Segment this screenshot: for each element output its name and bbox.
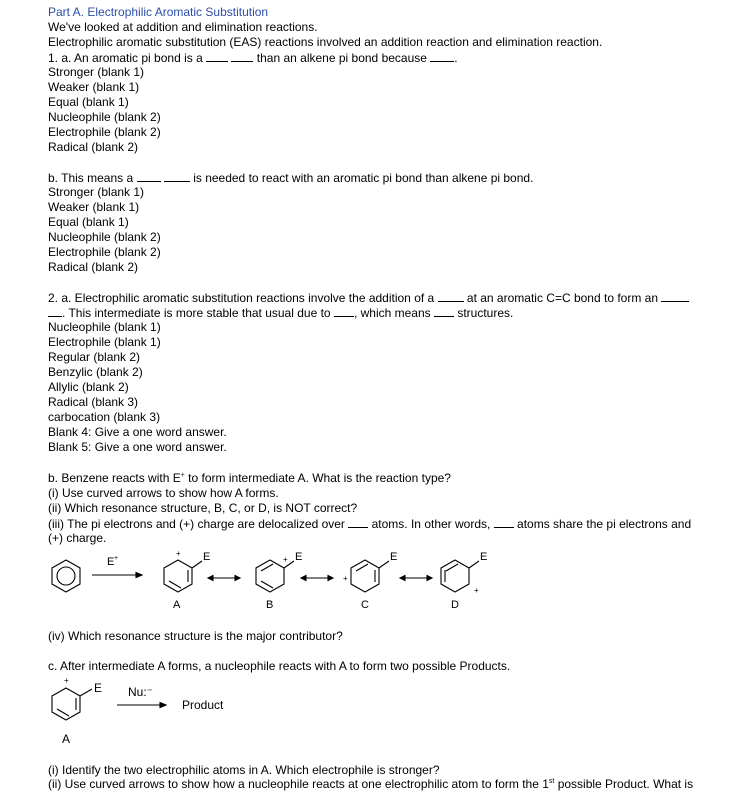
intermediate-a-structure bbox=[52, 688, 92, 720]
question-2b-iv: (iv) Which resonance structure is the major contributor? bbox=[48, 629, 343, 643]
resonance-arrow bbox=[301, 576, 333, 581]
resonance-arrow bbox=[208, 576, 240, 581]
label-a: A bbox=[173, 599, 181, 611]
question-2b: b. Benzene reacts with E+ to form intermediate A. What is the reaction type? bbox=[48, 471, 451, 485]
option-item: Allylic (blank 2) bbox=[48, 380, 129, 394]
label-c: C bbox=[361, 599, 369, 611]
nucleophile-label: Nu:⁻ bbox=[128, 685, 154, 699]
resonance-arrow bbox=[400, 576, 432, 581]
label-b: B bbox=[266, 599, 274, 611]
option-item: Nucleophile (blank 2) bbox=[48, 110, 161, 124]
reagent-label: E bbox=[107, 556, 115, 568]
benzene-structure bbox=[52, 560, 80, 592]
option-item: carbocation (blank 3) bbox=[48, 410, 161, 424]
reaction-arrow bbox=[92, 573, 142, 578]
answer-blank[interactable] bbox=[494, 516, 514, 528]
option-item: Equal (blank 1) bbox=[48, 215, 129, 229]
option-item: Blank 5: Give a one word answer. bbox=[48, 440, 227, 454]
option-item: Electrophile (blank 2) bbox=[48, 125, 161, 139]
plus-charge: + bbox=[64, 676, 69, 685]
option-item: Radical (blank 2) bbox=[48, 260, 139, 274]
option-item: Regular (blank 2) bbox=[48, 350, 141, 364]
substituent-label: E bbox=[295, 551, 303, 563]
label-a: A bbox=[62, 732, 71, 746]
option-item: Electrophile (blank 1) bbox=[48, 335, 161, 349]
structure-b bbox=[256, 560, 294, 592]
resonance-scheme bbox=[0, 548, 756, 618]
answer-blank[interactable] bbox=[48, 305, 62, 317]
structure-c bbox=[351, 560, 389, 592]
option-item: Equal (blank 1) bbox=[48, 95, 129, 109]
answer-blank[interactable] bbox=[661, 290, 689, 302]
page-title: Part A. Electrophilic Aromatic Substitution bbox=[48, 5, 269, 19]
answer-blank[interactable] bbox=[434, 305, 454, 317]
intro-line-2: Electrophilic aromatic substitution (EAS) reactions involved an addition reaction and elimination reaction. bbox=[48, 35, 603, 49]
option-item: Benzylic (blank 2) bbox=[48, 365, 143, 379]
answer-blank[interactable] bbox=[334, 305, 354, 317]
plus-charge: + bbox=[474, 586, 479, 595]
option-item: Weaker (blank 1) bbox=[48, 80, 140, 94]
option-item: Nucleophile (blank 2) bbox=[48, 230, 161, 244]
question-1b: b. This means a is needed to react with an aromatic pi bond than alkene pi bond. bbox=[48, 171, 534, 185]
answer-blank[interactable] bbox=[348, 516, 368, 528]
answer-blank[interactable] bbox=[231, 50, 253, 62]
answer-blank[interactable] bbox=[206, 50, 228, 62]
question-2b-i: (i) Use curved arrows to show how A forms. bbox=[48, 486, 279, 500]
answer-blank[interactable] bbox=[438, 290, 464, 302]
answer-blank[interactable] bbox=[137, 170, 161, 182]
plus-charge: + bbox=[283, 555, 288, 564]
substituent-label: E bbox=[480, 551, 488, 563]
question-2c-ii: (ii) Use curved arrows to show how a nucleophile reacts at one electrophilic atom to form the 1st possible Product. What is bbox=[48, 777, 694, 791]
reagent-charge: + bbox=[114, 555, 119, 562]
answer-blank[interactable] bbox=[164, 170, 190, 182]
option-item: Electrophile (blank 2) bbox=[48, 245, 161, 259]
question-2a-line-1: 2. a. Electrophilic aromatic substitution reactions involve the addition of a at an aromatic C=C bond to form an bbox=[48, 290, 689, 305]
question-2c-i: (i) Identify the two electrophilic atoms in A. Which electrophile is stronger? bbox=[48, 763, 440, 777]
option-item: Nucleophile (blank 1) bbox=[48, 320, 161, 334]
question-1a: 1. a. An aromatic pi bond is a than an alkene pi bond because . bbox=[48, 51, 458, 65]
option-item: Stronger (blank 1) bbox=[48, 185, 145, 199]
nucleophile-scheme bbox=[0, 672, 300, 748]
product-label: Product bbox=[182, 698, 224, 712]
substituent-label: E bbox=[390, 551, 398, 563]
substituent-label: E bbox=[203, 551, 211, 563]
option-item: Radical (blank 3) bbox=[48, 395, 139, 409]
plus-charge: + bbox=[343, 574, 348, 583]
substituent-label: E bbox=[94, 681, 103, 695]
question-2c: c. After intermediate A forms, a nucleophile reacts with A to form two possible Products. bbox=[48, 659, 511, 673]
plus-charge: + bbox=[176, 549, 181, 558]
question-2b-ii: (ii) Which resonance structure, B, C, or D, is NOT correct? bbox=[48, 501, 358, 515]
option-item: Radical (blank 2) bbox=[48, 140, 139, 154]
answer-blank[interactable] bbox=[430, 50, 454, 62]
intermediate-a-structure bbox=[164, 560, 202, 592]
label-d: D bbox=[451, 599, 459, 611]
question-2b-iii: (iii) The pi electrons and (+) charge are delocalized over atoms. In other words, atoms share the pi electrons and bbox=[48, 517, 692, 531]
question-2a-line-2: . This intermediate is more stable that usual due to , which means structures. bbox=[48, 305, 513, 320]
option-item: Weaker (blank 1) bbox=[48, 200, 140, 214]
option-item: Blank 4: Give a one word answer. bbox=[48, 425, 227, 439]
intro-line-1: We've looked at addition and elimination reactions. bbox=[48, 20, 318, 34]
question-2b-iii-cont: (+) charge. bbox=[48, 531, 107, 545]
option-item: Stronger (blank 1) bbox=[48, 65, 145, 79]
reaction-arrow bbox=[117, 703, 166, 708]
